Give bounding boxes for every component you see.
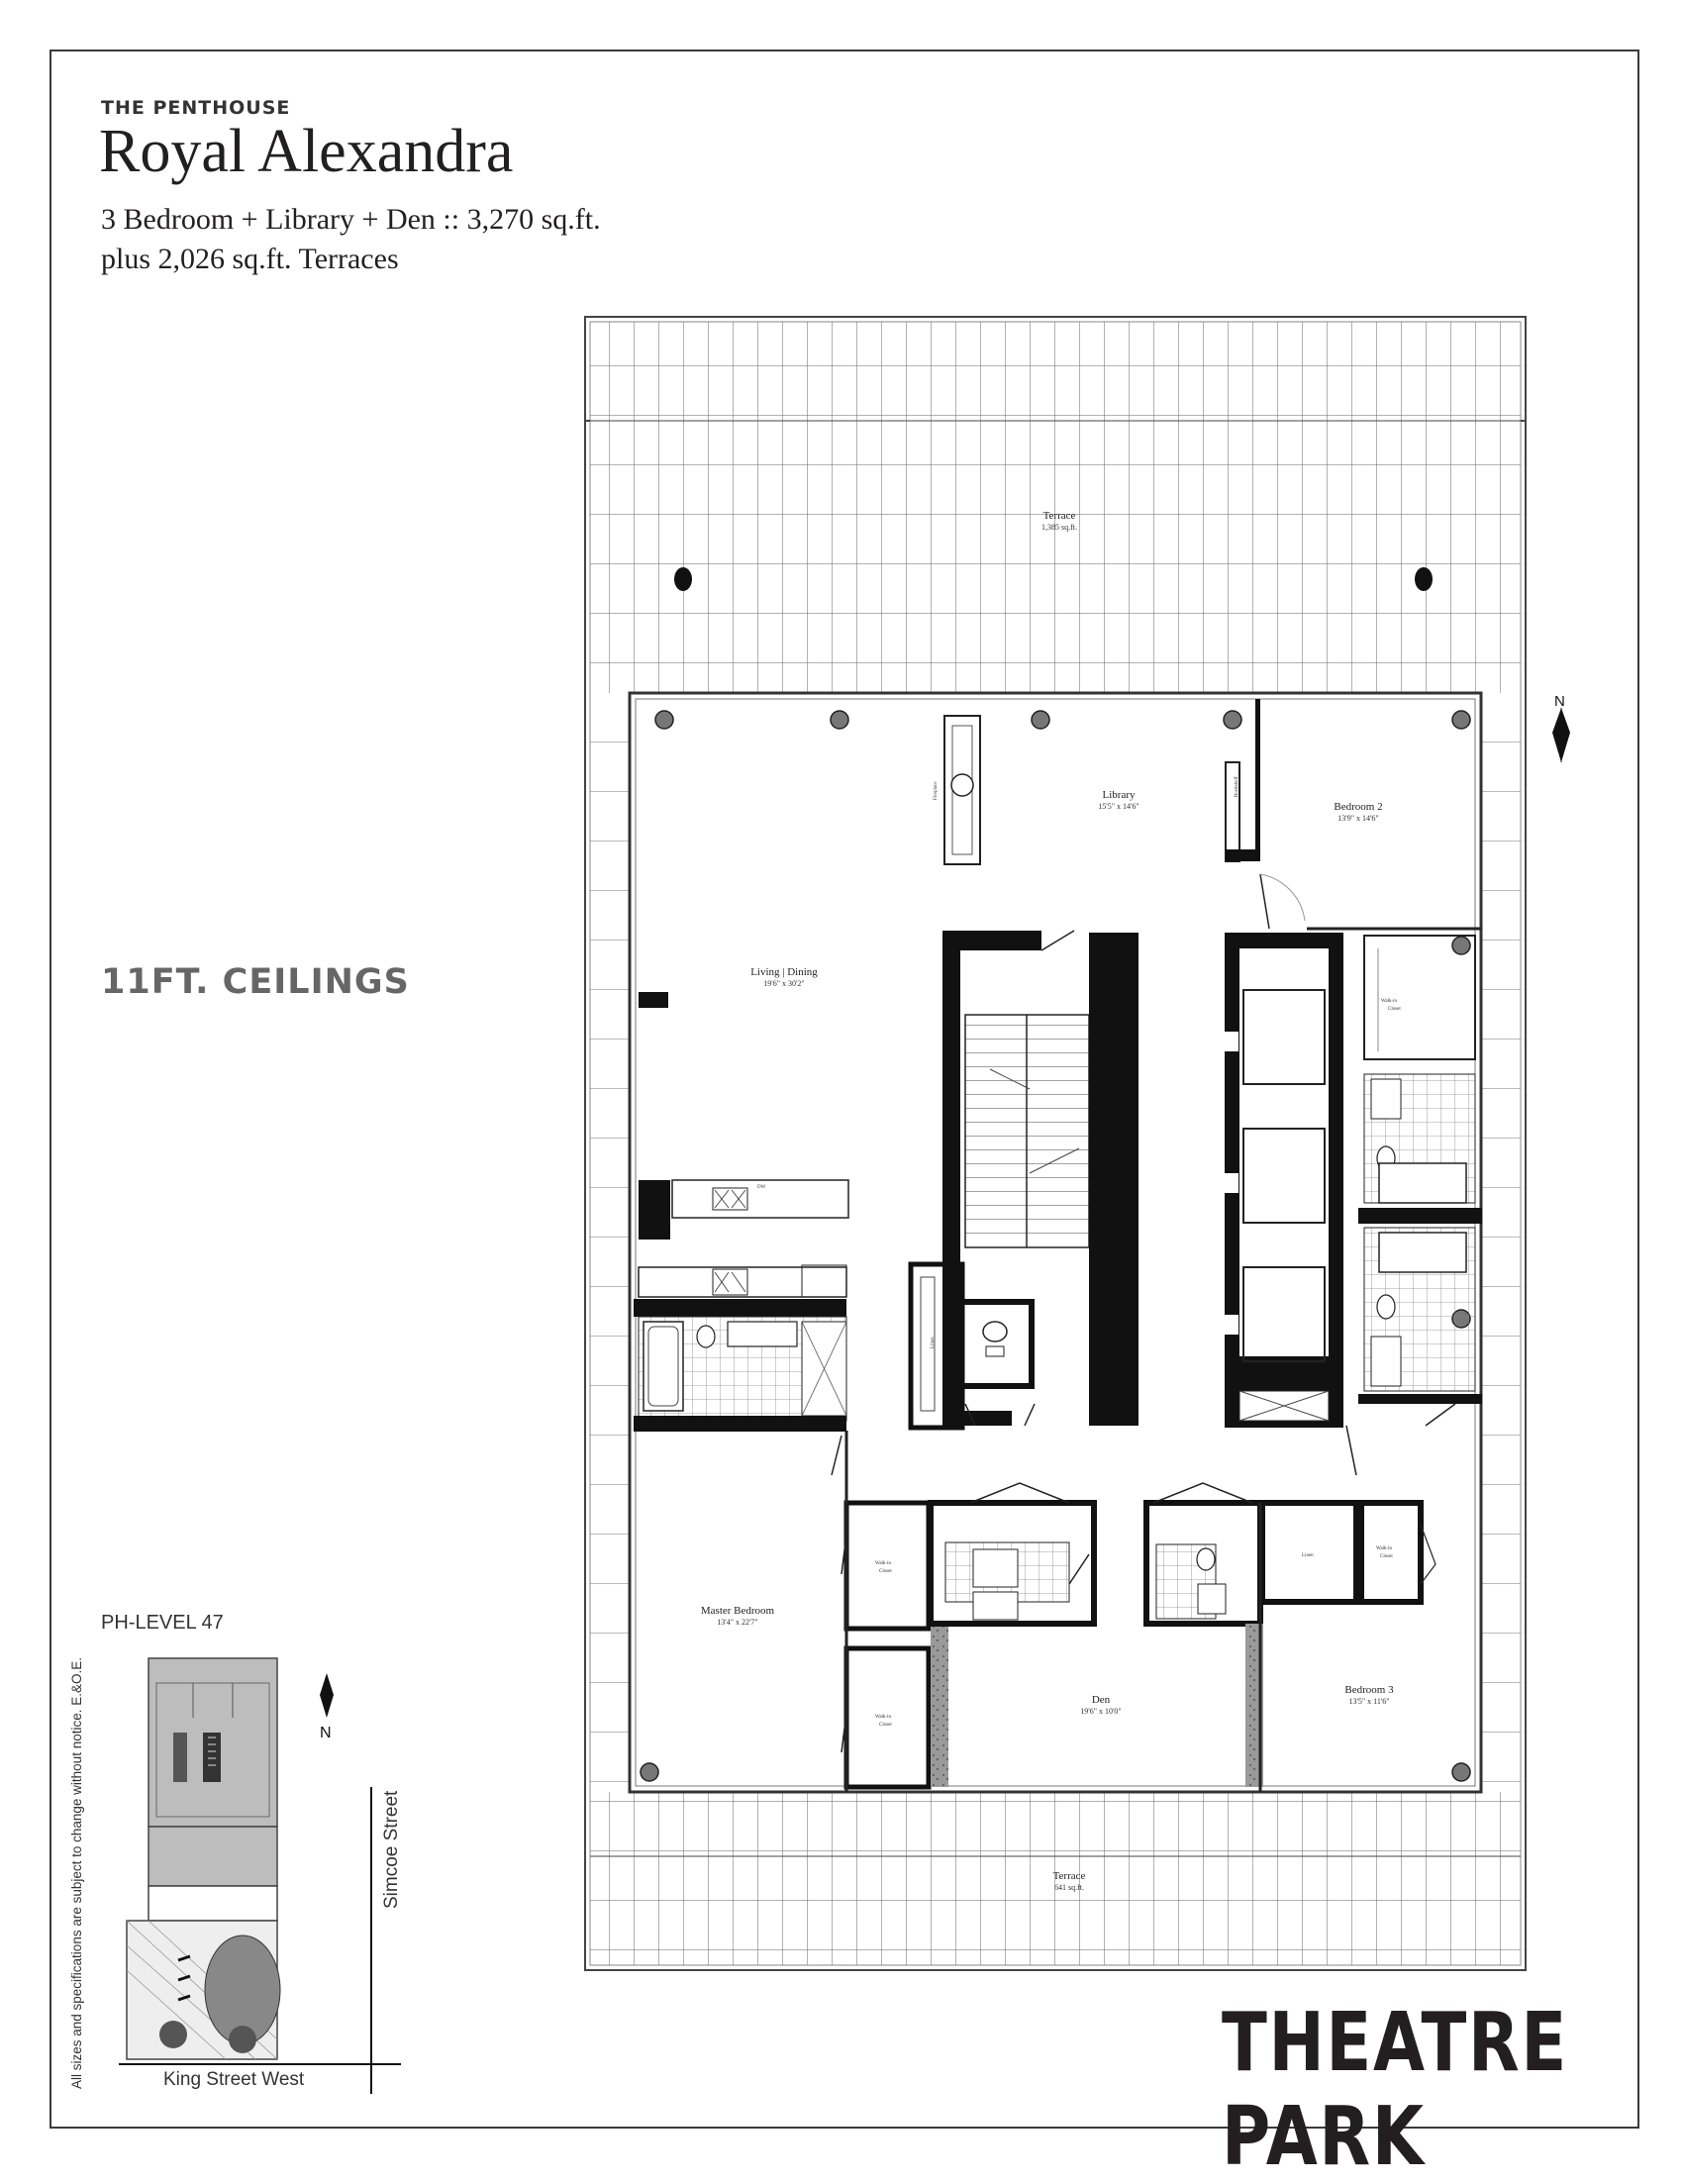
walkin-label-b2: Walk-in bbox=[1381, 999, 1397, 1004]
walkin-label-m1: Walk-in bbox=[875, 1561, 891, 1566]
ceiling-callout: 11FT. CEILINGS bbox=[101, 962, 410, 1002]
disclaimer-text: All sizes and specifications are subject to change without notice. E.&O.E. bbox=[69, 1657, 84, 2089]
fireplace-label: Fireplace bbox=[934, 781, 939, 800]
brand-logo: THEATRE PARK bbox=[1222, 1996, 1568, 2184]
linen-label-b3: Linen bbox=[1302, 1553, 1314, 1558]
elevator-core bbox=[1225, 933, 1343, 1428]
suite-title: Royal Alexandra bbox=[99, 118, 514, 185]
room-bedroom3-dims: 13'5" x 11'6" bbox=[1348, 1697, 1390, 1706]
room-master-name: Master Bedroom bbox=[700, 1605, 775, 1617]
room-terrace-north-name: Terrace bbox=[1042, 510, 1076, 522]
terrace-summary: plus 2,026 sq.ft. Terraces bbox=[101, 243, 399, 275]
key-plan bbox=[119, 1658, 401, 2094]
bookshelf-label: Bookshelf bbox=[1235, 776, 1239, 797]
keyplan-level-label: PH-LEVEL 47 bbox=[101, 1612, 224, 1634]
room-den-dims: 19'6" x 10'0" bbox=[1080, 1707, 1122, 1716]
room-terrace-south-dims: 641 sq.ft. bbox=[1054, 1883, 1084, 1892]
dw-label: DW bbox=[757, 1185, 766, 1190]
room-living-name: Living | Dining bbox=[750, 966, 818, 978]
room-bedroom2-name: Bedroom 2 bbox=[1334, 801, 1383, 813]
room-den-name: Den bbox=[1091, 1694, 1111, 1706]
room-bedroom3-name: Bedroom 3 bbox=[1344, 1684, 1394, 1696]
plan-north-arrow bbox=[1552, 693, 1570, 762]
room-living-dims: 19'6" x 30'2" bbox=[763, 979, 805, 988]
eyebrow-label: THE PENTHOUSE bbox=[101, 97, 291, 119]
room-master-dims: 13'4" x 22'7" bbox=[717, 1618, 758, 1627]
closet-label-b3: Closet bbox=[1380, 1554, 1393, 1559]
closet-label-m1: Closet bbox=[879, 1569, 892, 1574]
street-king: King Street West bbox=[163, 2069, 305, 2090]
closet-label-b2: Closet bbox=[1388, 1007, 1401, 1012]
walkin-label-b3: Walk-in bbox=[1376, 1546, 1392, 1551]
room-terrace-south-name: Terrace bbox=[1052, 1870, 1086, 1882]
closet-label-m2: Closet bbox=[879, 1723, 892, 1728]
keyplan-north-label: N bbox=[320, 1725, 332, 1741]
suite-summary: 3 Bedroom + Library + Den :: 3,270 sq.ft. bbox=[101, 203, 601, 236]
street-simcoe: Simcoe Street bbox=[381, 1790, 402, 1909]
room-library-name: Library bbox=[1102, 789, 1136, 801]
walkin-label-m2: Walk-in bbox=[875, 1715, 891, 1720]
room-library-dims: 15'5" x 14'6" bbox=[1098, 802, 1139, 811]
plan-north-label: N bbox=[1554, 693, 1565, 710]
linen-label: Linen bbox=[931, 1337, 936, 1348]
room-bedroom2-dims: 13'9" x 14'6" bbox=[1337, 814, 1379, 823]
room-terrace-north-dims: 1,385 sq.ft. bbox=[1041, 523, 1077, 532]
